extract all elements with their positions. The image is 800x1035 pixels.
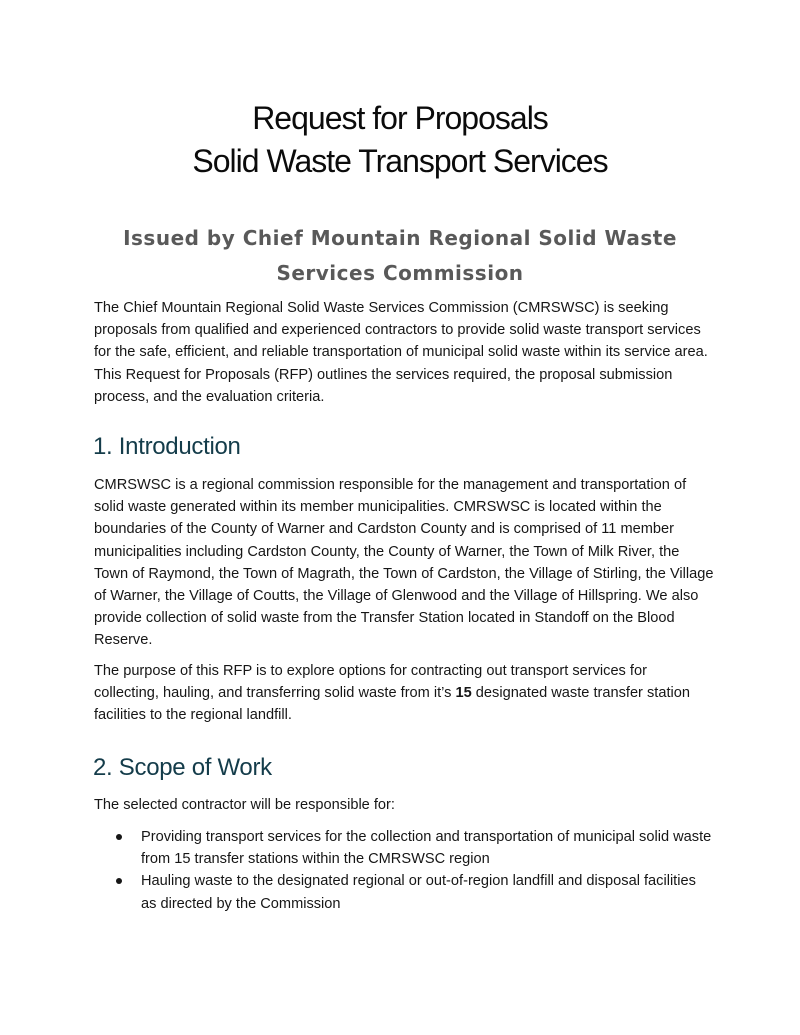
list-item xyxy=(94,826,714,870)
bullet-text: Hauling waste to the designated regional or out-of-region landfill and disposal facilities as directed by the Commission xyxy=(141,873,696,912)
section-heading-scope-of-work: 2. Scope of Work xyxy=(93,754,272,781)
intro-paragraph: The Chief Mountain Regional Solid Waste Services Commission (CMRSWSC) is seeking proposals from qualified and experienced contractors to provide solid waste transport services for the safe, efficient, and reliable transportation of municipal solid waste within its service area. This Request for Proposals (RFP) outlines the services required, the proposal submission process, and the evaluation criteria. xyxy=(94,300,708,405)
purpose-station-count: 15 xyxy=(455,685,472,702)
purpose-text-end: designated waste transfer station facilities to the regional landfill. xyxy=(94,685,690,724)
bullet-icon xyxy=(116,878,122,884)
document-title-line-2: Solid Waste Transport Services xyxy=(192,143,608,179)
list-item xyxy=(94,870,714,914)
document-subtitle: Issued by Chief Mountain Regional Solid Waste Services Commission xyxy=(123,226,677,285)
introduction-paragraph: CMRSWSC is a regional commission responsible for the management and transportation of solid waste generated within its member municipalities. CMRSWSC is located within the boundaries of the County of Warner and Cardston County and is comprised of 11 member municipalities including Cardston County, the County of Warner, the Town of Milk River, the Town of Raymond, the Town of Magrath, the Town of Cardston, the Village of Stirling, the Village of Warner, the Village of Coutts, the Village of Glenwood and the Village of Hillspring. We also provide collection of solid waste from the Transfer Station located in Standoff on the Blood Reserve. xyxy=(94,477,714,649)
scope-bullet-list xyxy=(94,826,714,915)
purpose-paragraph xyxy=(94,660,714,727)
scope-lead-text: The selected contractor will be responsible for: xyxy=(94,797,395,813)
document-title-line-1: Request for Proposals xyxy=(252,100,548,136)
bullet-text: Providing transport services for the collection and transportation of municipal solid waste from 15 transfer stations within the CMRSWSC region xyxy=(141,829,712,868)
bullet-icon xyxy=(116,834,122,840)
purpose-text-start: The purpose of this RFP is to explore options for contracting out transport services for collecting, hauling, and transferring solid waste from it’s xyxy=(94,663,647,702)
section-heading-introduction: 1. Introduction xyxy=(93,433,241,460)
